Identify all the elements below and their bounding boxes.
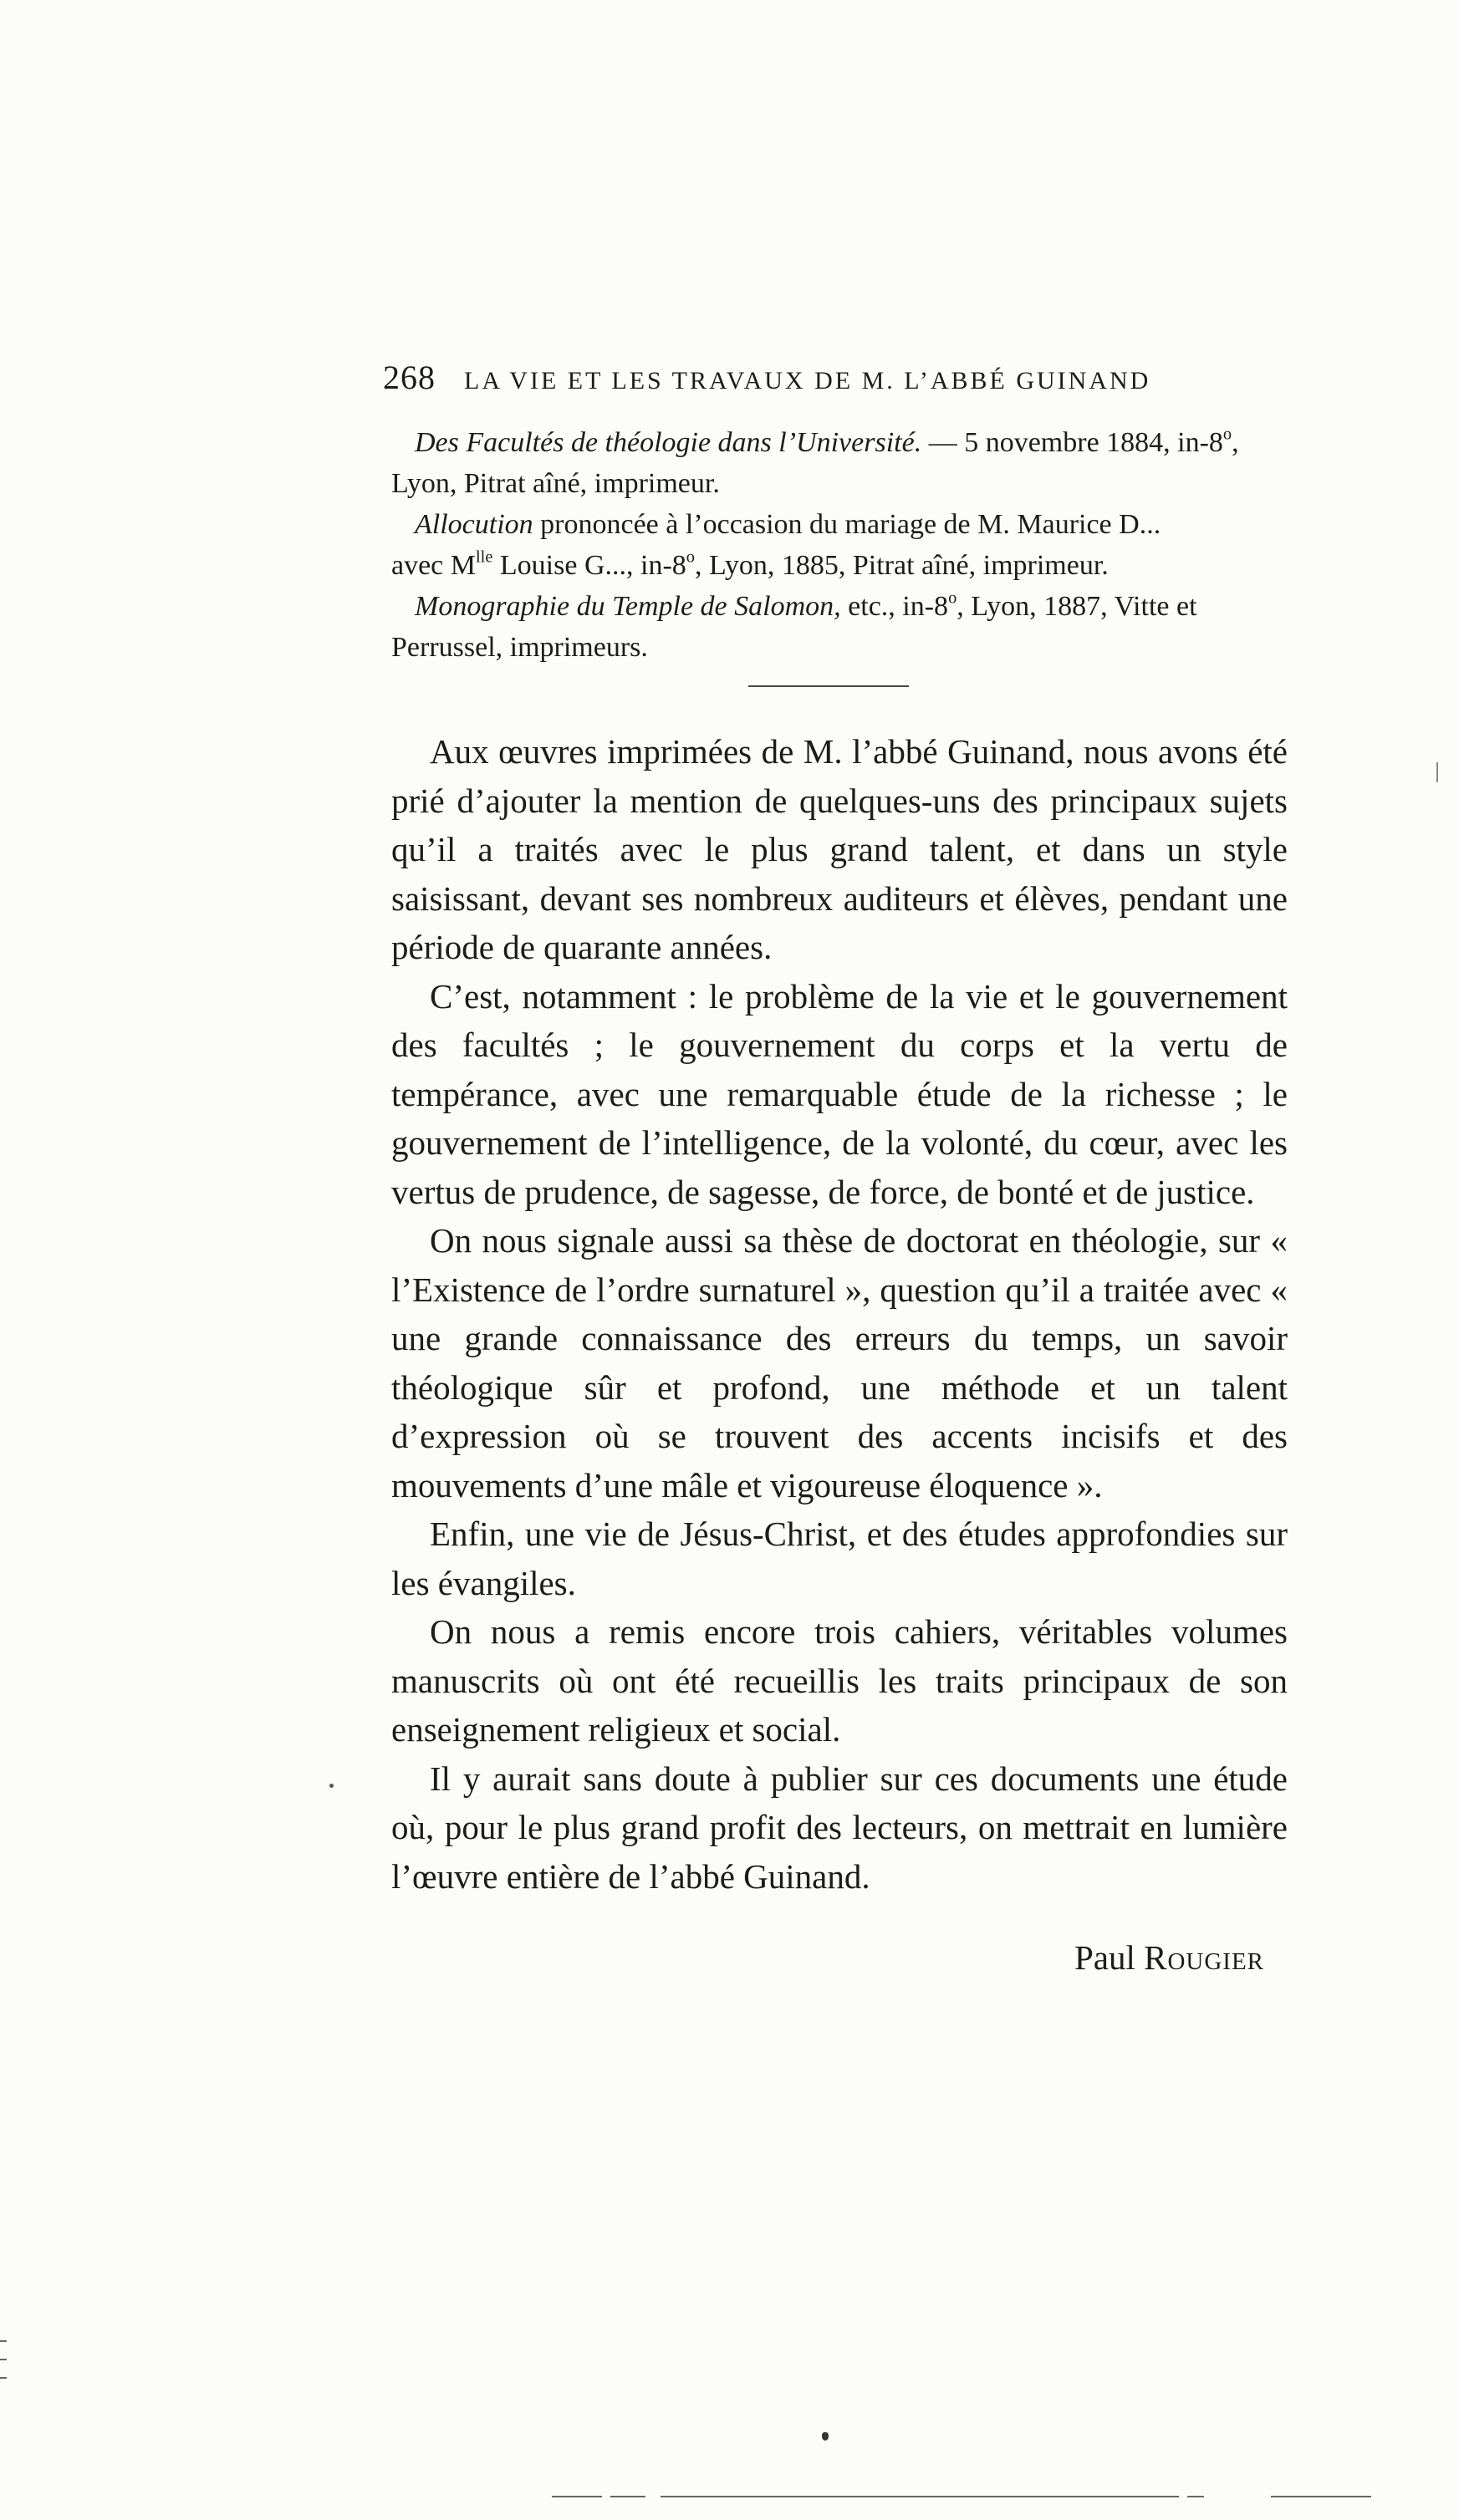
entry-details: etc., in-8	[840, 591, 949, 622]
entry-details-end: , Lyon, 1887, Vitte et	[957, 591, 1197, 622]
entry-title: Monographie du Temple de Salomon,	[415, 591, 841, 622]
bottom-edge-rule	[610, 2496, 645, 2497]
bottom-edge-rule	[1271, 2496, 1371, 2497]
entry-details-end: ,	[1232, 427, 1239, 458]
entry-superscript: o	[686, 547, 695, 567]
bottom-edge-rule	[661, 2496, 1179, 2497]
left-edge-tick	[0, 2359, 7, 2360]
paragraph: Aux œuvres imprimées de M. l’abbé Guinand, nous avons été prié d’ajouter la mention de quelques-uns des principaux sujets qu’il a traités avec le plus grand talent, et dans un style saisissant, devant ses nombreux auditeurs et élèves, pendant une période de quarante années.	[391, 732, 1288, 966]
left-edge-tick	[0, 2340, 7, 2342]
margin-mark	[1436, 762, 1438, 782]
bibliography-entry-continuation: Lyon, Pitrat aîné, imprimeur.	[391, 468, 720, 499]
entry-text: , Lyon, 1885, Pitrat aîné, imprimeur.	[694, 550, 1109, 581]
bibliography-list	[391, 422, 1278, 668]
body-text	[391, 727, 1288, 1901]
signature-first-name: Paul	[1074, 1938, 1135, 1977]
paragraph: Il y aurait sans doute à publier sur ces documents une étude où, pour le plus grand profit des lecteurs, on mettrait en lumière l’œuvre entière de l’abbé Guinand.	[391, 1759, 1288, 1896]
paragraph: On nous signale aussi sa thèse de doctorat en théologie, sur « l’Existence de l’ordre surnaturel », question qu’il a traitée avec « une grande connaissance des erreurs du temps, un savoir théologique sûr et profond, une méthode et un talent d’expression où se trouvent des accents incisifs et des mouvements d’une mâle et vigoureuse éloquence ».	[391, 1221, 1288, 1504]
entry-details: — 5 novembre 1884, in-8	[921, 427, 1223, 458]
bibliography-entry	[391, 422, 1278, 463]
page-number: 268	[383, 359, 436, 396]
paragraph: Enfin, une vie de Jésus-Christ, et des études approfondies sur les évangiles.	[391, 1515, 1288, 1602]
signature	[1038, 1937, 1264, 1978]
entry-superscript: o	[948, 588, 957, 608]
signature-last-name: Rougier	[1144, 1938, 1264, 1977]
bottom-edge-rule	[552, 2496, 602, 2497]
bottom-edge-rule	[1187, 2496, 1204, 2497]
bibliography-entry	[391, 504, 1278, 545]
left-edge-tick	[0, 2377, 7, 2379]
section-divider	[748, 685, 909, 687]
entry-superscript: o	[1222, 425, 1232, 444]
entry-title: Des Facultés de théologie dans l’Université.	[415, 427, 922, 458]
running-title: LA VIE ET LES TRAVAUX DE M. L’ABBÉ GUINAND	[464, 367, 1151, 395]
entry-superscript: lle	[476, 547, 493, 567]
entry-details: prononcée à l’occasion du mariage de M. Maurice D...	[533, 509, 1161, 540]
bibliography-entry-continuation	[391, 545, 1278, 586]
footer-ornament	[822, 2432, 829, 2441]
bibliography-entry	[391, 586, 1278, 627]
bibliography-entry-continuation: Perrussel, imprimeurs.	[391, 632, 648, 663]
paragraph: C’est, notamment : le problème de la vie et le gouvernement des facultés ; le gouvernement du corps et la vertu de tempérance, avec une remarquable étude de la richesse ; le gouvernement de l’intelligence, de la volonté, du cœur, avec les vertus de prudence, de sagesse, de force, de bonté et de justice.	[391, 976, 1288, 1211]
paragraph: On nous a remis encore trois cahiers, véritables volumes manuscrits où ont été recueillis les traits principaux de son enseignement religieux et social.	[391, 1612, 1288, 1749]
entry-text: Louise G..., in-8	[492, 550, 686, 581]
running-head	[383, 358, 1261, 405]
entry-title: Allocution	[415, 509, 533, 540]
entry-text: avec M	[391, 550, 477, 581]
stray-dot	[329, 1784, 334, 1788]
